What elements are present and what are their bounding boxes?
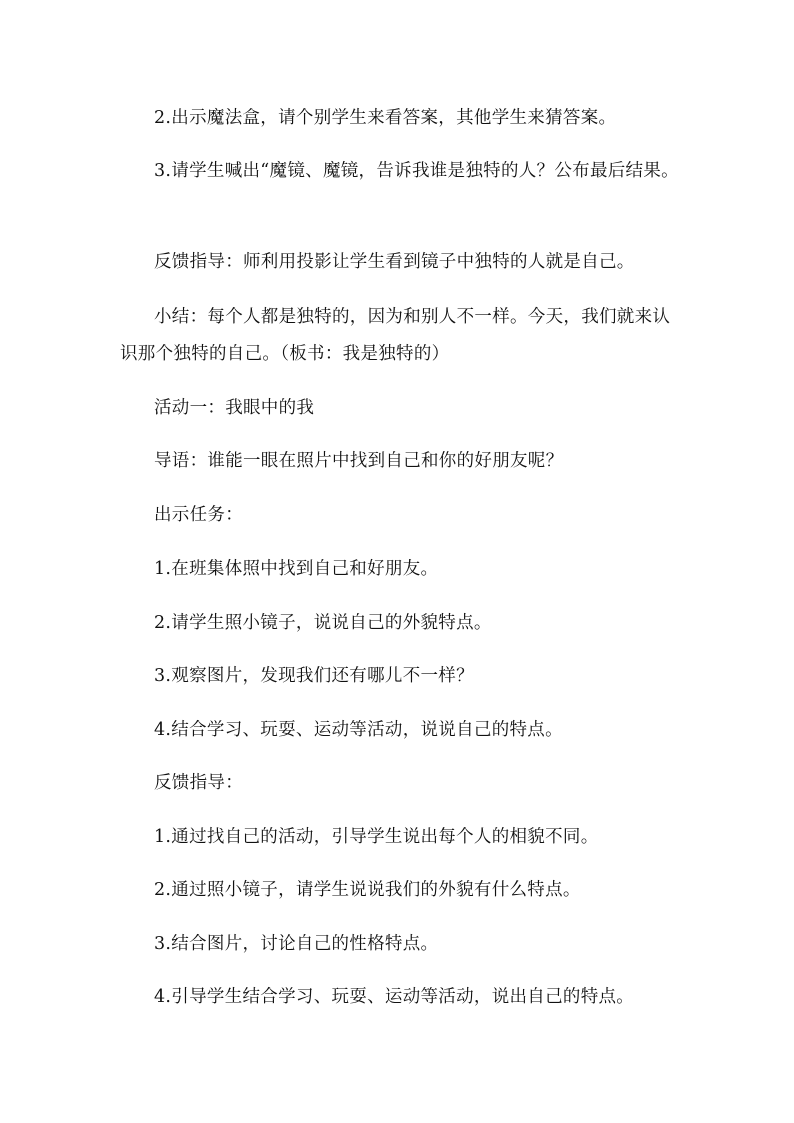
paragraph-feedback-projection: 反馈指导：师利用投影让学生看到镜子中独特的人就是自己。 [154,252,635,272]
paragraph-feedback-3: 3.结合图片，讨论自己的性格特点。 [154,934,439,954]
paragraph-lead-in: 导语：谁能一眼在照片中找到自己和你的好朋友呢？ [154,451,564,471]
paragraph-magic-mirror: 3.请学生喊出“魔镜、魔镜，告诉我谁是独特的人？公布最后结果。 [154,161,679,181]
paragraph-feedback-4: 4.引导学生结合学习、玩耍、运动等活动，说出自己的特点。 [154,987,635,1007]
paragraph-summary: 小结：每个人都是独特的，因为和别人不一样。今天，我们就来认识那个独特的自己。（板书：我是独特的） [120,307,671,364]
paragraph-show-magic-box: 2.出示魔法盒，请个别学生来看答案，其他学生来猜答案。 [154,108,617,128]
paragraph-task-3: 3.观察图片，发现我们还有哪儿不一样？ [154,666,474,686]
paragraph-feedback-1: 1.通过找自己的活动，引导学生说出每个人的相貌不同。 [154,827,599,847]
paragraph-feedback-2: 2.通过照小镜子，请学生说说我们的外貌有什么特点。 [154,880,581,900]
paragraph-activity-one-title: 活动一：我眼中的我 [154,398,315,418]
paragraph-feedback-heading: 反馈指导： [154,773,243,793]
paragraph-task-4: 4.结合学习、玩耍、运动等活动，说说自己的特点。 [154,720,563,740]
paragraph-tasks-heading: 出示任务： [154,505,243,525]
paragraph-task-1: 1.在班集体照中找到自己和好朋友。 [154,559,439,579]
paragraph-task-2: 2.请学生照小镜子，说说自己的外貌特点。 [154,613,492,633]
